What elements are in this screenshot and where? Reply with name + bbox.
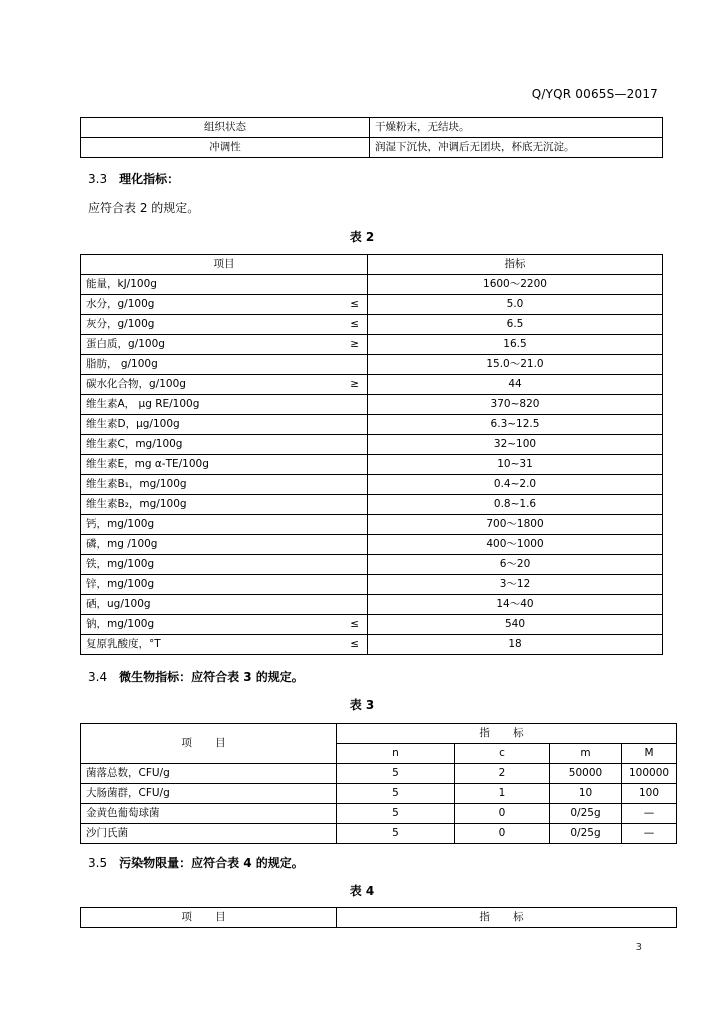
cell-item: [81, 355, 368, 375]
table-2: [80, 254, 663, 655]
header-value: 指标: [368, 255, 663, 275]
section-title: 理化指标：: [119, 172, 180, 186]
cell-M: 100: [622, 784, 677, 804]
table-row: [81, 335, 663, 355]
item-label: 硒，ug/100g: [86, 598, 151, 610]
cell-item: [81, 375, 368, 395]
table-row: [81, 118, 663, 138]
table-row: [81, 435, 663, 455]
cell-item: [81, 275, 368, 295]
header-item: 项 目: [81, 724, 337, 764]
cell-m: 0/25g: [550, 824, 622, 844]
cell-item: 冲调性: [81, 138, 370, 158]
cell-value: 16.5: [368, 335, 663, 355]
comparison-sign: ≤: [350, 298, 359, 310]
header-value: 指 标: [337, 908, 677, 928]
table-header-row: [81, 724, 677, 744]
cell-value: 44: [368, 375, 663, 395]
cell-item: [81, 335, 368, 355]
table-row: [81, 595, 663, 615]
section-3-4-heading: [88, 668, 304, 685]
cell-item: 沙门氏菌: [81, 824, 337, 844]
cell-item: [81, 415, 368, 435]
subheader-m: m: [550, 744, 622, 764]
cell-c: 0: [455, 824, 550, 844]
subheader-c: c: [455, 744, 550, 764]
cell-m: 0/25g: [550, 804, 622, 824]
item-label: 铁，mg/100g: [86, 558, 155, 570]
cell-M: 100000: [622, 764, 677, 784]
item-label: 维生素B₂，mg/100g: [86, 498, 187, 510]
table-row: [81, 355, 663, 375]
cell-item: [81, 455, 368, 475]
item-label: 脂肪， g/100g: [86, 358, 158, 370]
table-row: [81, 315, 663, 335]
table-row: [81, 635, 663, 655]
table-row: [81, 138, 663, 158]
cell-M: —: [622, 804, 677, 824]
table-row: [81, 455, 663, 475]
cell-value: 1600～2200: [368, 275, 663, 295]
cell-n: 5: [337, 804, 455, 824]
item-label: 碳水化合物，g/100g: [86, 378, 186, 390]
cell-value: 400～1000: [368, 535, 663, 555]
cell-value: 润湿下沉快，冲调后无团块，杯底无沉淀。: [370, 138, 663, 158]
table-row: [81, 575, 663, 595]
table-row: [81, 395, 663, 415]
section-number: 3.4: [88, 670, 108, 684]
item-label: 维生素A， μg RE/100g: [86, 398, 200, 410]
table-row: [81, 515, 663, 535]
header-item: 项 目: [81, 908, 337, 928]
table-row: [81, 375, 663, 395]
cell-value: 18: [368, 635, 663, 655]
cell-value: 0.4~2.0: [368, 475, 663, 495]
cell-item: [81, 555, 368, 575]
table-row: [81, 804, 677, 824]
page-number: 3: [635, 942, 642, 953]
table-row: [81, 535, 663, 555]
cell-item: 大肠菌群，CFU/g: [81, 784, 337, 804]
cell-value: 6.5: [368, 315, 663, 335]
table-row: [81, 824, 677, 844]
subheader-n: n: [337, 744, 455, 764]
cell-n: 5: [337, 784, 455, 804]
cell-n: 5: [337, 764, 455, 784]
cell-value: 0.8~1.6: [368, 495, 663, 515]
section-3-3-heading: [88, 170, 179, 187]
section-title: 微生物指标：应符合表 3 的规定。: [119, 670, 304, 684]
table-1-continuation: [80, 117, 663, 158]
cell-value: 5.0: [368, 295, 663, 315]
item-label: 磷，mg /100g: [86, 538, 158, 550]
comparison-sign: ≥: [350, 338, 359, 350]
cell-M: —: [622, 824, 677, 844]
cell-n: 5: [337, 824, 455, 844]
cell-value: 3～12: [368, 575, 663, 595]
cell-item: [81, 315, 368, 335]
cell-item: 金黄色葡萄球菌: [81, 804, 337, 824]
cell-item: [81, 495, 368, 515]
cell-item: [81, 575, 368, 595]
cell-value: 6.3~12.5: [368, 415, 663, 435]
cell-value: 32~100: [368, 435, 663, 455]
table-4-caption: 表 4: [349, 884, 375, 898]
item-label: 能量，kJ/100g: [86, 278, 157, 290]
cell-c: 2: [455, 764, 550, 784]
table-header-row: [81, 908, 677, 928]
table-3: [80, 723, 677, 844]
cell-value: 370~820: [368, 395, 663, 415]
table-row: [81, 784, 677, 804]
comparison-sign: ≤: [350, 618, 359, 630]
cell-m: 50000: [550, 764, 622, 784]
cell-m: 10: [550, 784, 622, 804]
table-row: [81, 615, 663, 635]
item-label: 水分，g/100g: [86, 298, 155, 310]
table-row: [81, 415, 663, 435]
item-label: 锌，mg/100g: [86, 578, 155, 590]
table-row: [81, 495, 663, 515]
cell-item: [81, 475, 368, 495]
item-label: 维生素B₁，mg/100g: [86, 478, 187, 490]
item-label: 复原乳酸度，°T: [86, 638, 161, 650]
table-row: [81, 475, 663, 495]
cell-c: 1: [455, 784, 550, 804]
table-row: [81, 275, 663, 295]
cell-item: [81, 615, 368, 635]
table-row: [81, 555, 663, 575]
comparison-sign: ≤: [350, 638, 359, 650]
item-label: 灰分，g/100g: [86, 318, 155, 330]
table-2-caption: 表 2: [349, 230, 375, 244]
section-number: 3.5: [88, 856, 108, 870]
table-header-row: [81, 255, 663, 275]
subheader-M: M: [622, 744, 677, 764]
table-4: [80, 907, 677, 928]
cell-value: 14～40: [368, 595, 663, 615]
cell-item: 组织状态: [81, 118, 370, 138]
item-label: 蛋白质，g/100g: [86, 338, 165, 350]
item-label: 钠，mg/100g: [86, 618, 155, 630]
table-row: [81, 295, 663, 315]
table-3-caption: 表 3: [349, 698, 375, 712]
cell-item: [81, 515, 368, 535]
cell-value: 700～1800: [368, 515, 663, 535]
header-index: 指 标: [337, 724, 677, 744]
cell-c: 0: [455, 804, 550, 824]
item-label: 维生素C，mg/100g: [86, 438, 183, 450]
cell-item: [81, 535, 368, 555]
cell-item: [81, 395, 368, 415]
cell-value: 干燥粉末，无结块。: [370, 118, 663, 138]
item-label: 维生素E，mg α-TE/100g: [86, 458, 209, 470]
cell-item: [81, 595, 368, 615]
comparison-sign: ≥: [350, 378, 359, 390]
cell-value: 540: [368, 615, 663, 635]
cell-item: [81, 635, 368, 655]
cell-item: 菌落总数，CFU/g: [81, 764, 337, 784]
section-3-3-text: 应符合表 2 的规定。: [88, 201, 200, 215]
cell-item: [81, 435, 368, 455]
section-number: 3.3: [88, 172, 108, 186]
standard-code: Q/YQR 0065S—2017: [531, 87, 658, 101]
section-3-5-heading: [88, 854, 304, 871]
section-title: 污染物限量：应符合表 4 的规定。: [119, 856, 304, 870]
cell-value: 10~31: [368, 455, 663, 475]
cell-value: 6～20: [368, 555, 663, 575]
cell-value: 15.0～21.0: [368, 355, 663, 375]
header-item: 项目: [81, 255, 368, 275]
item-label: 维生素D，μg/100g: [86, 418, 180, 430]
comparison-sign: ≤: [350, 318, 359, 330]
table-row: [81, 764, 677, 784]
cell-item: [81, 295, 368, 315]
item-label: 钙，mg/100g: [86, 518, 155, 530]
